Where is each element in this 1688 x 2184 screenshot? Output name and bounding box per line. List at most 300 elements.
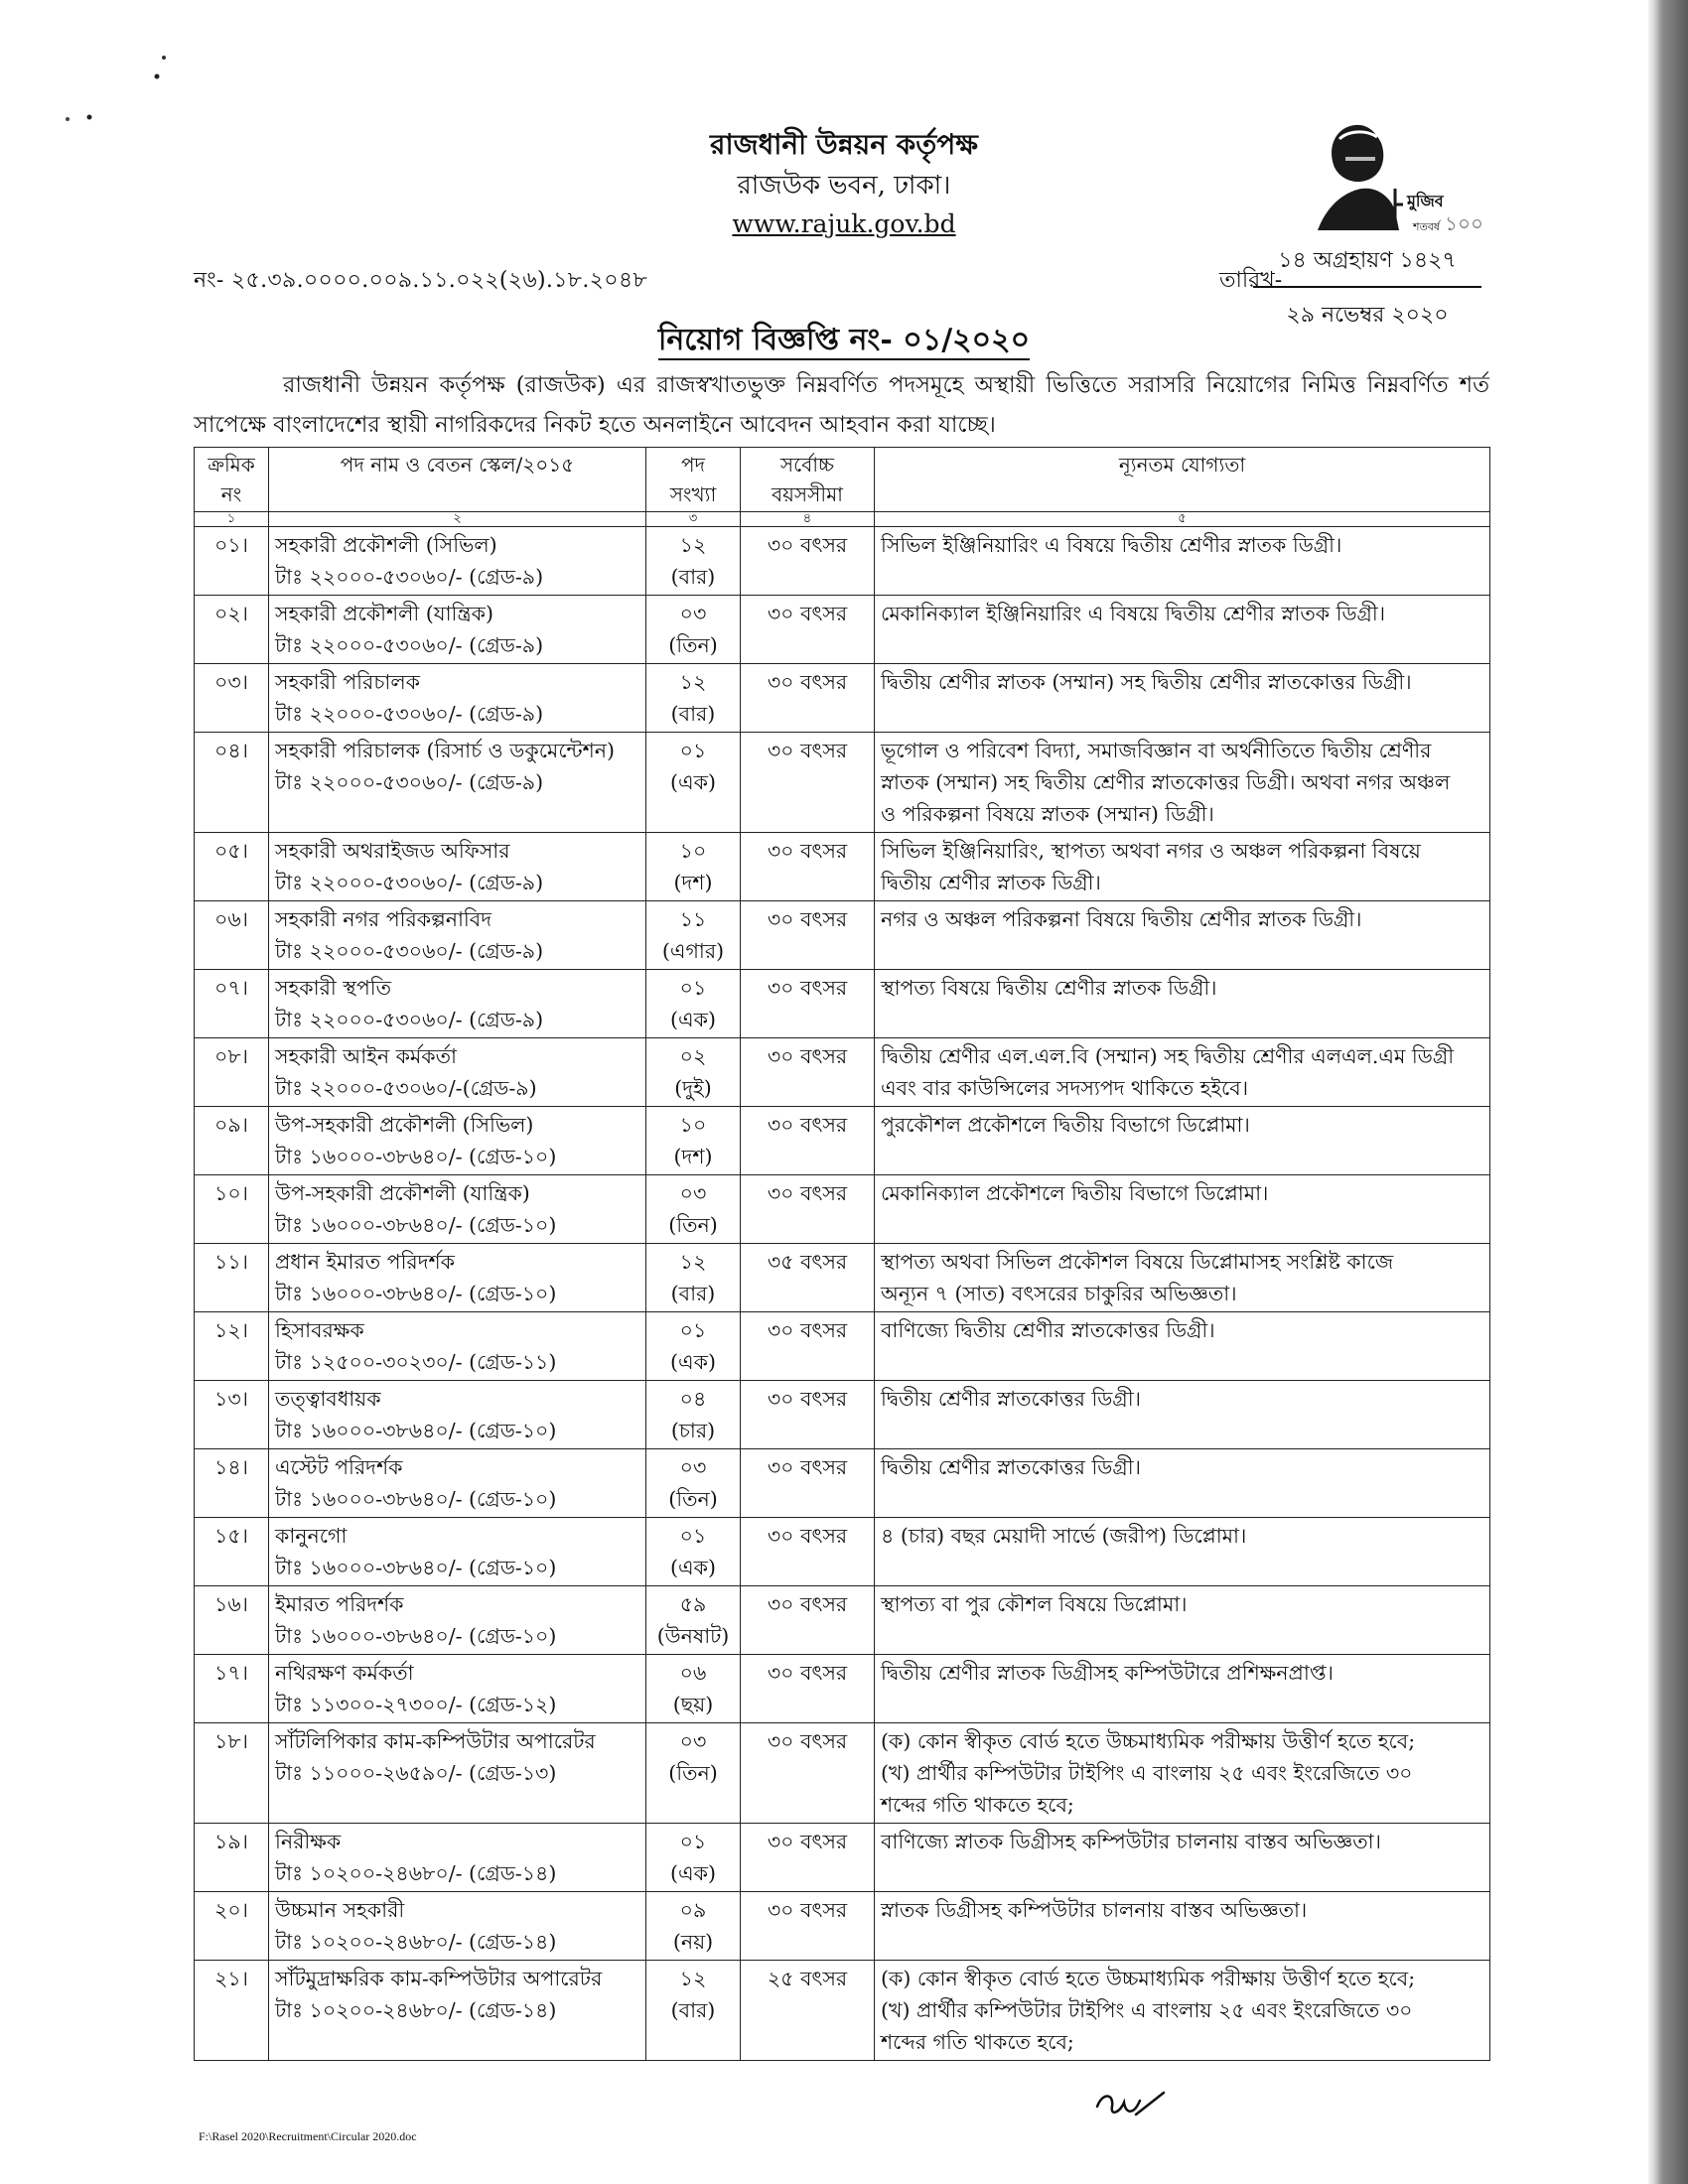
header-post: পদ নাম ও বেতন স্কেল/২০১৫ <box>269 448 646 512</box>
qualification-line: দ্বিতীয় শ্রেণীর স্নাতক ডিগ্রী। <box>881 871 1101 894</box>
cell-post <box>269 1518 646 1586</box>
cell-qualification <box>875 1175 1490 1244</box>
qualification-line: স্থাপত্য বা পুর কৌশল বিষয়ে ডিপ্লোমা। <box>881 1592 1188 1616</box>
pay-scale: টাঃ ১৬০০০-৩৮৬৪০/- (গ্রেড-১০) <box>275 1145 557 1168</box>
post-count: ০১ <box>679 739 707 762</box>
post-name: সহকারী আইন কর্মকর্তা <box>275 1044 457 1068</box>
post-name: সহকারী পরিচালক <box>275 670 420 694</box>
cell-age <box>741 596 875 664</box>
qualification-line: দ্বিতীয় শ্রেণীর স্নাতকোত্তর ডিগ্রী। <box>881 1387 1141 1411</box>
header-count: পদ সংখ্যা <box>646 448 741 512</box>
serial-number: ১০। <box>214 1181 248 1205</box>
age-limit: ৩০ বৎসর <box>767 1181 848 1205</box>
table-row <box>195 970 1490 1038</box>
cell-qualification <box>875 1824 1490 1892</box>
header-qualification: ন্যূনতম যোগ্যতা <box>875 448 1490 512</box>
post-count-words: (দশ) <box>673 871 713 894</box>
post-name: এস্টেট পরিদর্শক <box>275 1455 403 1479</box>
cell-count <box>646 527 741 596</box>
post-name: প্রধান ইমারত পরিদর্শক <box>275 1250 455 1274</box>
cell-count <box>646 1038 741 1107</box>
cell-count <box>646 1824 741 1892</box>
post-count: ১১ <box>679 907 707 931</box>
cell-post <box>269 527 646 596</box>
cell-age <box>741 1244 875 1312</box>
table-row <box>195 1518 1490 1586</box>
qualification-line: ও পরিকল্পনা বিষয়ে স্নাতক (সম্মান) ডিগ্রী। <box>881 802 1214 826</box>
serial-number: ০৬। <box>214 907 248 931</box>
post-count: ০২ <box>679 1044 707 1068</box>
qualification-line: এবং বার কাউন্সিলের সদস্যপদ থাকিতে হইবে। <box>881 1076 1249 1100</box>
qualification-line: দ্বিতীয় শ্রেণীর এল.এল.বি (সম্মান) সহ দ্বিতীয় শ্রেণীর এলএল.এম ডিগ্রী <box>881 1044 1455 1068</box>
serial-number: ১২। <box>214 1318 248 1342</box>
mujib-borsho-logo <box>1296 119 1483 236</box>
serial-number: ০৫। <box>214 839 248 863</box>
age-limit: ৩০ বৎসর <box>767 907 848 931</box>
post-count-words: (চার) <box>670 1419 716 1442</box>
cell-age <box>741 733 875 833</box>
table-row <box>195 1824 1490 1892</box>
table-body <box>195 527 1490 2061</box>
post-name: উপ-সহকারী প্রকৌশলী (সিভিল) <box>275 1113 534 1137</box>
cell-serial <box>195 1244 269 1312</box>
cell-serial <box>195 1655 269 1723</box>
cell-post <box>269 1586 646 1655</box>
post-name: সহকারী স্থপতি <box>275 976 391 1000</box>
cell-qualification <box>875 1312 1490 1381</box>
serial-number: ০৭। <box>214 976 248 1000</box>
cell-qualification <box>875 1038 1490 1107</box>
post-name: নথিরক্ষণ কর্মকর্তা <box>275 1661 414 1685</box>
cell-post <box>269 733 646 833</box>
cell-age <box>741 833 875 901</box>
date-label: তারিখ- <box>1219 268 1283 293</box>
cell-qualification <box>875 1586 1490 1655</box>
pay-scale: টাঃ ২২০০০-৫৩০৬০/- (গ্রেড-৯) <box>275 871 544 894</box>
qualification-line: নগর ও অঞ্চল পরিকল্পনা বিষয়ে দ্বিতীয় শ্রেণীর স্নাতক ডিগ্রী। <box>881 907 1362 931</box>
cell-qualification <box>875 970 1490 1038</box>
notice-title-text: নিয়োগ বিজ্ঞপ্তি নং- ০১/২০২০ <box>658 323 1030 360</box>
post-count-words: (দুই) <box>674 1076 712 1100</box>
pay-scale: টাঃ ২২০০০-৫৩০৬০/- (গ্রেড-৯) <box>275 702 544 726</box>
post-name: ইমারত পরিদর্শক <box>275 1592 404 1616</box>
scan-specks <box>60 55 179 134</box>
post-count: ০৩ <box>679 1729 707 1753</box>
post-count: ০৪ <box>679 1387 707 1411</box>
qualification-line: স্থাপত্য বিষয়ে দ্বিতীয় শ্রেণীর স্নাতক ডিগ্রী। <box>881 976 1217 1000</box>
svg-text:মুজিব: মুজিব <box>1407 192 1444 210</box>
post-count-words: (বার) <box>670 702 716 726</box>
cell-age <box>741 1892 875 1961</box>
organization-address: রাজউক ভবন, ঢাকা। <box>737 171 951 201</box>
post-count: ০১ <box>679 1524 707 1548</box>
post-count-words: (এক) <box>670 1008 716 1031</box>
cell-post <box>269 1175 646 1244</box>
column-number: ৫ <box>875 512 1490 527</box>
table-row <box>195 1312 1490 1381</box>
post-count-words: (এক) <box>670 1350 716 1374</box>
cell-post <box>269 1824 646 1892</box>
qualification-line: শব্দের গতি থাকতে হবে; <box>881 2030 1074 2054</box>
cell-post <box>269 1723 646 1824</box>
post-name: সাঁটমুদ্রাক্ষরিক কাম-কম্পিউটার অপারেটর <box>275 1967 603 1990</box>
cell-count <box>646 970 741 1038</box>
table-row <box>195 1449 1490 1518</box>
cell-count <box>646 901 741 970</box>
post-count-words: (এক) <box>670 770 716 794</box>
cell-qualification <box>875 1892 1490 1961</box>
cell-age <box>741 1381 875 1449</box>
cell-count <box>646 1449 741 1518</box>
table-row <box>195 1175 1490 1244</box>
cell-qualification <box>875 1107 1490 1175</box>
post-count: ০৩ <box>679 1455 707 1479</box>
qualification-line: সিভিল ইঞ্জিনিয়ারিং, স্থাপত্য অথবা নগর ও অঞ্চল পরিকল্পনা বিষয়ে <box>881 839 1421 863</box>
cell-count <box>646 1723 741 1824</box>
cell-qualification <box>875 1961 1490 2061</box>
intro-paragraph: রাজধানী উন্নয়ন কর্তৃপক্ষ (রাজউক) এর রাজস্বখাতভুক্ত নিম্নবর্ণিত পদসমূহে অস্থায়ী ভিত্তিতে সরাসরি নিয়োগের নিমিত্ত নিম্নবর্ণিত শর্ত সাপেক্ষে বাংলাদেশের স্থায়ী নাগরিকদের নিকট হতে অনলাইনে আবেদন আহবান করা যাচ্ছে। <box>194 372 1489 438</box>
pay-scale: টাঃ ২২০০০-৫৩০৬০/- (গ্রেড-৯) <box>275 565 544 589</box>
qualification-line: বাণিজ্যে স্নাতক ডিগ্রীসহ কম্পিউটার চালনায় বাস্তব অভিজ্ঞতা। <box>881 1830 1381 1853</box>
table-row <box>195 1961 1490 2061</box>
pay-scale: টাঃ ২২০০০-৫৩০৬০/- (গ্রেড-৯) <box>275 633 544 657</box>
cell-serial <box>195 1175 269 1244</box>
post-name: উচ্চমান সহকারী <box>275 1898 405 1922</box>
post-name: নিরীক্ষক <box>275 1830 342 1853</box>
post-name: হিসাবরক্ষক <box>275 1318 364 1342</box>
serial-number: ১৭। <box>214 1661 248 1685</box>
pay-scale: টাঃ ১৬০০০-৩৮৬৪০/- (গ্রেড-১০) <box>275 1487 557 1511</box>
post-count: ০১ <box>679 976 707 1000</box>
cell-age <box>741 1723 875 1824</box>
pay-scale: টাঃ ২২০০০-৫৩০৬০/-(গ্রেড-৯) <box>275 1076 537 1100</box>
age-limit: ৩০ বৎসর <box>767 1387 848 1411</box>
cell-post <box>269 1655 646 1723</box>
age-limit: ৩০ বৎসর <box>767 1455 848 1479</box>
column-number: ৩ <box>646 512 741 527</box>
post-count: ১২ <box>679 1967 707 1990</box>
organization-website: www.rajuk.gov.bd <box>732 209 956 238</box>
cell-count <box>646 1312 741 1381</box>
serial-number: ০২। <box>214 602 248 625</box>
age-limit: ৩৫ বৎসর <box>767 1250 848 1274</box>
cell-serial <box>195 901 269 970</box>
cell-post <box>269 1107 646 1175</box>
svg-text:শতবর্ষ: শতবর্ষ <box>1413 220 1440 233</box>
column-number: ২ <box>269 512 646 527</box>
age-limit: ৩০ বৎসর <box>767 1898 848 1922</box>
age-limit: ৩০ বৎসর <box>767 602 848 625</box>
serial-number: ০১। <box>214 533 248 557</box>
qualification-line: মেকানিক্যাল প্রকৌশলে দ্বিতীয় বিভাগে ডিপ্লোমা। <box>881 1181 1269 1205</box>
notice-title <box>0 316 1688 366</box>
cell-count <box>646 1381 741 1449</box>
qualification-line: স্থাপত্য অথবা সিভিল প্রকৌশল বিষয়ে ডিপ্লোমাসহ সংশ্লিষ্ট কাজে <box>881 1250 1394 1274</box>
post-count-words: (এক) <box>670 1556 716 1579</box>
cell-count <box>646 664 741 733</box>
cell-post <box>269 1961 646 2061</box>
cell-age <box>741 1655 875 1723</box>
qualification-line: ৪ (চার) বছর মেয়াদী সার্ভে (জরীপ) ডিপ্লোমা। <box>881 1524 1247 1548</box>
table-row <box>195 1723 1490 1824</box>
table-row <box>195 901 1490 970</box>
post-name: সহকারী পরিচালক (রিসার্চ ও ডকুমেন্টেশন) <box>275 739 616 762</box>
serial-number: ০৩। <box>214 670 248 694</box>
serial-number: ০৪। <box>214 739 248 762</box>
post-name: সহকারী নগর পরিকল্পনাবিদ <box>275 907 492 931</box>
cell-serial <box>195 1723 269 1824</box>
cell-age <box>741 901 875 970</box>
post-count: ০৬ <box>679 1661 707 1685</box>
age-limit: ২৫ বৎসর <box>767 1967 848 1990</box>
post-count-words: (তিন) <box>668 1487 718 1511</box>
cell-post <box>269 1381 646 1449</box>
qualification-line: স্নাতক (সম্মান) সহ দ্বিতীয় শ্রেণীর স্নাতকোত্তর ডিগ্রী। অথবা নগর অঞ্চল <box>881 770 1451 794</box>
posts-table <box>194 447 1490 2061</box>
cell-count <box>646 1244 741 1312</box>
cell-serial <box>195 1892 269 1961</box>
pay-scale: টাঃ ১৬০০০-৩৮৬৪০/- (গ্রেড-১০) <box>275 1213 557 1237</box>
serial-number: ১৫। <box>214 1524 248 1548</box>
serial-number: ০৯। <box>214 1113 248 1137</box>
pay-scale: টাঃ ২২০০০-৫৩০৬০/- (গ্রেড-৯) <box>275 770 544 794</box>
column-number-row <box>195 512 1490 527</box>
serial-number: ২০। <box>214 1898 248 1922</box>
cell-qualification <box>875 1655 1490 1723</box>
qualification-line: ভূগোল ও পরিবেশ বিদ্যা, সমাজবিজ্ঞান বা অর্থনীতিতে দ্বিতীয় শ্রেণীর <box>881 739 1432 762</box>
cell-qualification <box>875 1381 1490 1449</box>
pay-scale: টাঃ ১০২০০-২৪৬৮০/- (গ্রেড-১৪) <box>275 1861 557 1885</box>
cell-age <box>741 1824 875 1892</box>
table-row <box>195 1107 1490 1175</box>
pay-scale: টাঃ ১৬০০০-৩৮৬৪০/- (গ্রেড-১০) <box>275 1624 557 1648</box>
pay-scale: টাঃ ১১০০০-২৬৫৯০/- (গ্রেড-১৩) <box>275 1761 557 1785</box>
cell-age <box>741 970 875 1038</box>
cell-post <box>269 1312 646 1381</box>
age-limit: ৩০ বৎসর <box>767 533 848 557</box>
cell-count <box>646 733 741 833</box>
cell-qualification <box>875 833 1490 901</box>
age-limit: ৩০ বৎসর <box>767 739 848 762</box>
date-bangla: ১৪ অগ্রহায়ণ ১৪২৭ <box>1253 243 1481 288</box>
post-count-words: (ছয়) <box>672 1693 714 1716</box>
serial-number: ০৮। <box>214 1044 248 1068</box>
qualification-line: মেকানিক্যাল ইঞ্জিনিয়ারিং এ বিষয়ে দ্বিতীয় শ্রেণীর স্নাতক ডিগ্রী। <box>881 602 1386 625</box>
cell-age <box>741 664 875 733</box>
cell-age <box>741 1312 875 1381</box>
pay-scale: টাঃ ১১৩০০-২৭৩০০/- (গ্রেড-১২) <box>275 1693 557 1716</box>
cell-qualification <box>875 1723 1490 1824</box>
memo-number: নং- ২৫.৩৯.০০০০.০০৯.১১.০২২(২৬).১৮.২০৪৮ <box>194 268 647 293</box>
pay-scale: টাঃ ১৬০০০-৩৮৬৪০/- (গ্রেড-১০) <box>275 1419 557 1442</box>
file-path: F:\Rasel 2020\Recruitment\Circular 2020.doc <box>199 2129 417 2143</box>
cell-count <box>646 1655 741 1723</box>
date-english: ২৯ নভেম্বর ২০২০ <box>1286 303 1449 328</box>
table-row <box>195 1892 1490 1961</box>
post-name: সহকারী প্রকৌশলী (যান্ত্রিক) <box>275 602 493 625</box>
serial-number: ১৮। <box>214 1729 248 1753</box>
cell-serial <box>195 664 269 733</box>
header-serial: ক্রমিক নং <box>195 448 269 512</box>
svg-text:১০০: ১০০ <box>1445 211 1483 235</box>
age-limit: ৩০ বৎসর <box>767 1524 848 1548</box>
table-header-row <box>195 448 1490 512</box>
pay-scale: টাঃ ১২৫০০-৩০২৩০/- (গ্রেড-১১) <box>275 1350 557 1374</box>
signature <box>1092 2085 1172 2124</box>
cell-post <box>269 1449 646 1518</box>
cell-post <box>269 833 646 901</box>
table-row <box>195 1655 1490 1723</box>
cell-count <box>646 596 741 664</box>
post-count-words: (এক) <box>670 1861 716 1885</box>
post-count: ০৩ <box>679 1181 707 1205</box>
post-count: ৫৯ <box>679 1592 707 1616</box>
cell-serial <box>195 1381 269 1449</box>
cell-count <box>646 1175 741 1244</box>
logo-lettering <box>1406 191 1483 235</box>
header-age: সর্বোচ্চ বয়সসীমা <box>741 448 875 512</box>
cell-age <box>741 1586 875 1655</box>
post-count: ১২ <box>679 1250 707 1274</box>
qualification-line: অন্যূন ৭ (সাত) বৎসরের চাকুরির অভিজ্ঞতা। <box>881 1282 1237 1305</box>
post-count: ০১ <box>679 1318 707 1342</box>
cell-post <box>269 1244 646 1312</box>
age-limit: ৩০ বৎসর <box>767 1113 848 1137</box>
qualification-line: দ্বিতীয় শ্রেণীর স্নাতক (সম্মান) সহ দ্বিতীয় শ্রেণীর স্নাতকোত্তর ডিগ্রী। <box>881 670 1412 694</box>
table-row <box>195 527 1490 596</box>
qualification-line: দ্বিতীয় শ্রেণীর স্নাতকোত্তর ডিগ্রী। <box>881 1455 1141 1479</box>
serial-number: ১৬। <box>214 1592 248 1616</box>
cell-post <box>269 1892 646 1961</box>
cell-count <box>646 1892 741 1961</box>
cell-serial <box>195 1824 269 1892</box>
qualification-line: স্নাতক ডিগ্রীসহ কম্পিউটার চালনায় বাস্তব অভিজ্ঞতা। <box>881 1898 1308 1922</box>
post-name: তত্ত্বাবধায়ক <box>275 1387 381 1411</box>
cell-serial <box>195 1449 269 1518</box>
table-row <box>195 733 1490 833</box>
table-row <box>195 1038 1490 1107</box>
age-limit: ৩০ বৎসর <box>767 1318 848 1342</box>
cell-serial <box>195 1961 269 2061</box>
serial-number: ১৪। <box>214 1455 248 1479</box>
age-limit: ৩০ বৎসর <box>767 1661 848 1685</box>
cell-serial <box>195 1586 269 1655</box>
qualification-line: সিভিল ইঞ্জিনিয়ারিং এ বিষয়ে দ্বিতীয় শ্রেণীর স্নাতক ডিগ্রী। <box>881 533 1342 557</box>
qualification-line: (খ) প্রার্থীর কম্পিউটার টাইপিং এ বাংলায় ২৫ এবং ইংরেজিতে ৩০ <box>881 1761 1413 1785</box>
cell-age <box>741 1518 875 1586</box>
serial-number: ২১। <box>214 1967 248 1990</box>
post-count: ০৯ <box>679 1898 707 1922</box>
cell-age <box>741 1449 875 1518</box>
cell-qualification <box>875 1449 1490 1518</box>
post-count-words: (বার) <box>670 1998 716 2022</box>
qualification-line: বাণিজ্যে দ্বিতীয় শ্রেণীর স্নাতকোত্তর ডিগ্রী। <box>881 1318 1215 1342</box>
column-number: ১ <box>195 512 269 527</box>
cell-age <box>741 1961 875 2061</box>
pay-scale: টাঃ ২২০০০-৫৩০৬০/- (গ্রেড-৯) <box>275 939 544 963</box>
qualification-line: (খ) প্রার্থীর কম্পিউটার টাইপিং এ বাংলায় ২৫ এবং ইংরেজিতে ৩০ <box>881 1998 1413 2022</box>
post-count-words: (বার) <box>670 1282 716 1305</box>
qualification-line: পুরকৌশল প্রকৌশলে দ্বিতীয় বিভাগে ডিপ্লোমা। <box>881 1113 1250 1137</box>
pay-scale: টাঃ ১০২০০-২৪৬৮০/- (গ্রেড-১৪) <box>275 1998 557 2022</box>
organization-name: রাজধানী উন্নয়ন কর্তৃপক্ষ <box>710 128 978 161</box>
post-count-words: (উনষাট) <box>656 1624 730 1648</box>
post-count-words: (তিন) <box>668 633 718 657</box>
table-row <box>195 1244 1490 1312</box>
post-count: ১২ <box>679 670 707 694</box>
cell-count <box>646 1586 741 1655</box>
cell-post <box>269 1038 646 1107</box>
post-name: সহকারী অথরাইজড অফিসার <box>275 839 510 863</box>
cell-post <box>269 901 646 970</box>
cell-age <box>741 1107 875 1175</box>
table-row <box>195 833 1490 901</box>
cell-count <box>646 1518 741 1586</box>
age-limit: ৩০ বৎসর <box>767 839 848 863</box>
cell-serial <box>195 1518 269 1586</box>
post-count: ০১ <box>679 1830 707 1853</box>
cell-qualification <box>875 1518 1490 1586</box>
cell-serial <box>195 1312 269 1381</box>
cell-post <box>269 970 646 1038</box>
serial-number: ১১। <box>214 1250 248 1274</box>
age-limit: ৩০ বৎসর <box>767 670 848 694</box>
cell-post <box>269 596 646 664</box>
age-limit: ৩০ বৎসর <box>767 1830 848 1853</box>
post-count-words: (এগার) <box>661 939 725 963</box>
post-count-words: (তিন) <box>668 1213 718 1237</box>
qualification-line: (ক) কোন স্বীকৃত বোর্ড হতে উচ্চমাধ্যমিক পরীক্ষায় উত্তীর্ণ হতে হবে; <box>881 1729 1416 1753</box>
post-count-words: (নয়) <box>672 1930 714 1954</box>
cell-serial <box>195 1038 269 1107</box>
letterhead <box>596 124 1092 243</box>
post-name: কানুনগো <box>275 1524 348 1548</box>
cell-serial <box>195 527 269 596</box>
column-number: ৪ <box>741 512 875 527</box>
age-limit: ৩০ বৎসর <box>767 1729 848 1753</box>
cell-count <box>646 1961 741 2061</box>
table-row <box>195 1586 1490 1655</box>
post-name: সহকারী প্রকৌশলী (সিভিল) <box>275 533 497 557</box>
serial-number: ১৯। <box>214 1830 248 1853</box>
cell-qualification <box>875 733 1490 833</box>
post-count-words: (তিন) <box>668 1761 718 1785</box>
serial-number: ১৩। <box>214 1387 248 1411</box>
cell-serial <box>195 733 269 833</box>
pay-scale: টাঃ ১৬০০০-৩৮৬৪০/- (গ্রেড-১০) <box>275 1556 557 1579</box>
post-count: ১০ <box>679 839 707 863</box>
table-row <box>195 1381 1490 1449</box>
post-name: উপ-সহকারী প্রকৌশলী (যান্ত্রিক) <box>275 1181 530 1205</box>
cell-post <box>269 664 646 733</box>
pay-scale: টাঃ ১০২০০-২৪৬৮০/- (গ্রেড-১৪) <box>275 1930 557 1954</box>
cell-serial <box>195 970 269 1038</box>
cell-age <box>741 1038 875 1107</box>
cell-qualification <box>875 664 1490 733</box>
cell-age <box>741 527 875 596</box>
cell-age <box>741 1175 875 1244</box>
cell-serial <box>195 833 269 901</box>
pay-scale: টাঃ ২২০০০-৫৩০৬০/- (গ্রেড-৯) <box>275 1008 544 1031</box>
qualification-line: (ক) কোন স্বীকৃত বোর্ড হতে উচ্চমাধ্যমিক পরীক্ষায় উত্তীর্ণ হতে হবে; <box>881 1967 1416 1990</box>
cell-qualification <box>875 1244 1490 1312</box>
cell-count <box>646 833 741 901</box>
cell-count <box>646 1107 741 1175</box>
cell-qualification <box>875 901 1490 970</box>
table-row <box>195 596 1490 664</box>
qualification-line: দ্বিতীয় শ্রেণীর স্নাতক ডিগ্রীসহ কম্পিউটারে প্রশিক্ষনপ্রাপ্ত। <box>881 1661 1334 1685</box>
cell-qualification <box>875 527 1490 596</box>
